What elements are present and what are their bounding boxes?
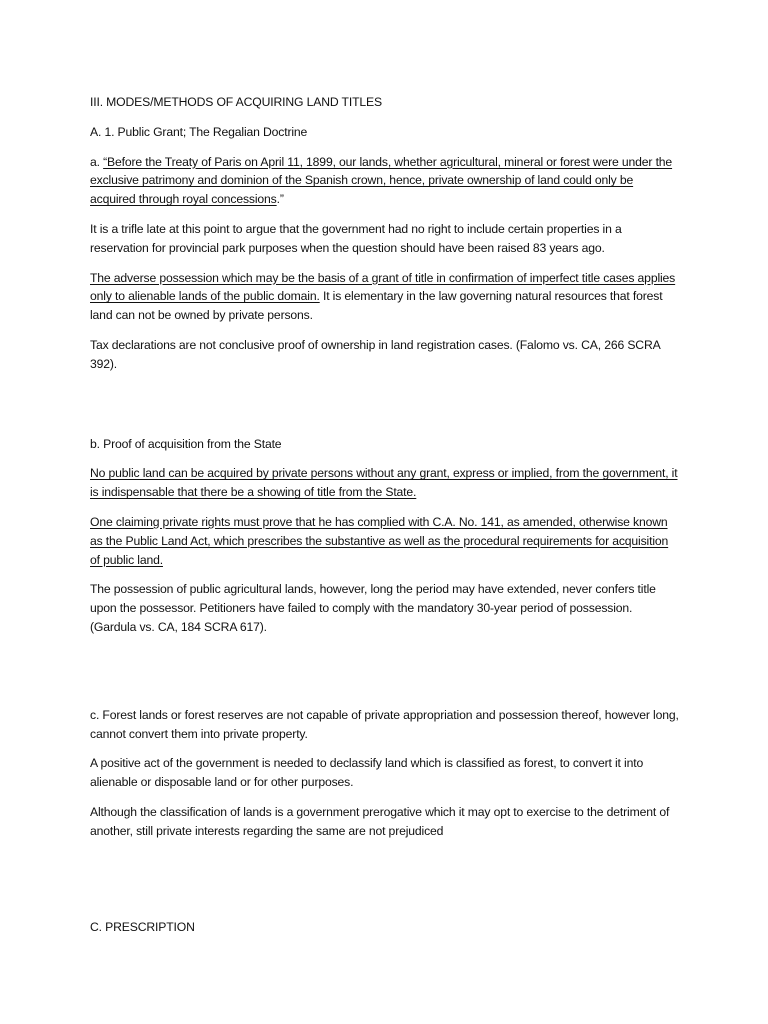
paragraph-positive-act: A positive act of the government is needed to declassify land which is classified as forest, to convert it into alienable or disposable land or for other purposes. [90, 756, 644, 790]
paragraph-tax-declarations: Tax declarations are not conclusive proof of ownership in land registration cases. (Falomo vs. CA, 266 SCRA 392). [90, 337, 660, 371]
underlined-adverse: The adverse possession which may be the basis of a grant of title in confirmation of imperfect title cases applies only to alienable lands of the public domain. [90, 270, 676, 304]
paragraph-although-classification: Although the classification of lands is a government prerogative which it may opt to exercise to the detriment of another, still private interests regarding the same are not prejudiced [90, 804, 670, 838]
document-page [90, 93, 680, 947]
subheading-public-grant: A. 1. Public Grant; The Regalian Doctrine [90, 124, 308, 139]
adverse-rest: It is elementary in the law governing natural resources that forest land can not be owned by private persons. [90, 289, 663, 323]
paragraph-label: a. [90, 154, 104, 169]
paragraph-adverse-possession [90, 269, 680, 325]
paragraph-possession-agricultural: The possession of public agricultural lands, however, long the period may have extended, never confers title upon the possessor. Petitioners have failed to comply with the mandatory 30-year period of possession. (Gardula vs. CA, 184 SCRA 617). [90, 582, 656, 634]
subheading-proof-acquisition: b. Proof of acquisition from the State [90, 436, 282, 451]
spacer [90, 385, 680, 435]
spacer [90, 648, 680, 706]
underlined-quote: “Before the Treaty of Paris on April 11, 1899, our lands, whether agricultural, mineral or forest were under the exclusive patrimony and dominion of the Spanish crown, hence, private ownership of land could only be acquired through royal concessions [90, 154, 673, 207]
paragraph-trifle-late: It is a trifle late at this point to argue that the government had no right to include certain properties in a reservation for provincial park purposes when the question should have been raised 83 years ago. [90, 221, 622, 255]
paragraph-forest-lands: c. Forest lands or forest reserves are not capable of private appropriation and possession thereof, however long, cannot convert them into private property. [90, 707, 679, 741]
section-heading: III. MODES/METHODS OF ACQUIRING LAND TITLES [90, 95, 382, 109]
paragraph-one-claiming: One claiming private rights must prove that he has complied with C.A. No. 141, as amended, otherwise known as the Public Land Act, which prescribes the substantive as well as the procedural requirements for acquisition of public land. [90, 514, 669, 567]
paragraph-no-public-land: No public land can be acquired by private persons without any grant, express or implied, from the government, it is indispensable that there be a showing of title from the State. [90, 466, 678, 500]
paragraph-regalian-quote [90, 153, 680, 209]
subheading-prescription: C. PRESCRIPTION [90, 919, 195, 934]
spacer [90, 852, 680, 918]
quote-end: .” [276, 192, 284, 207]
